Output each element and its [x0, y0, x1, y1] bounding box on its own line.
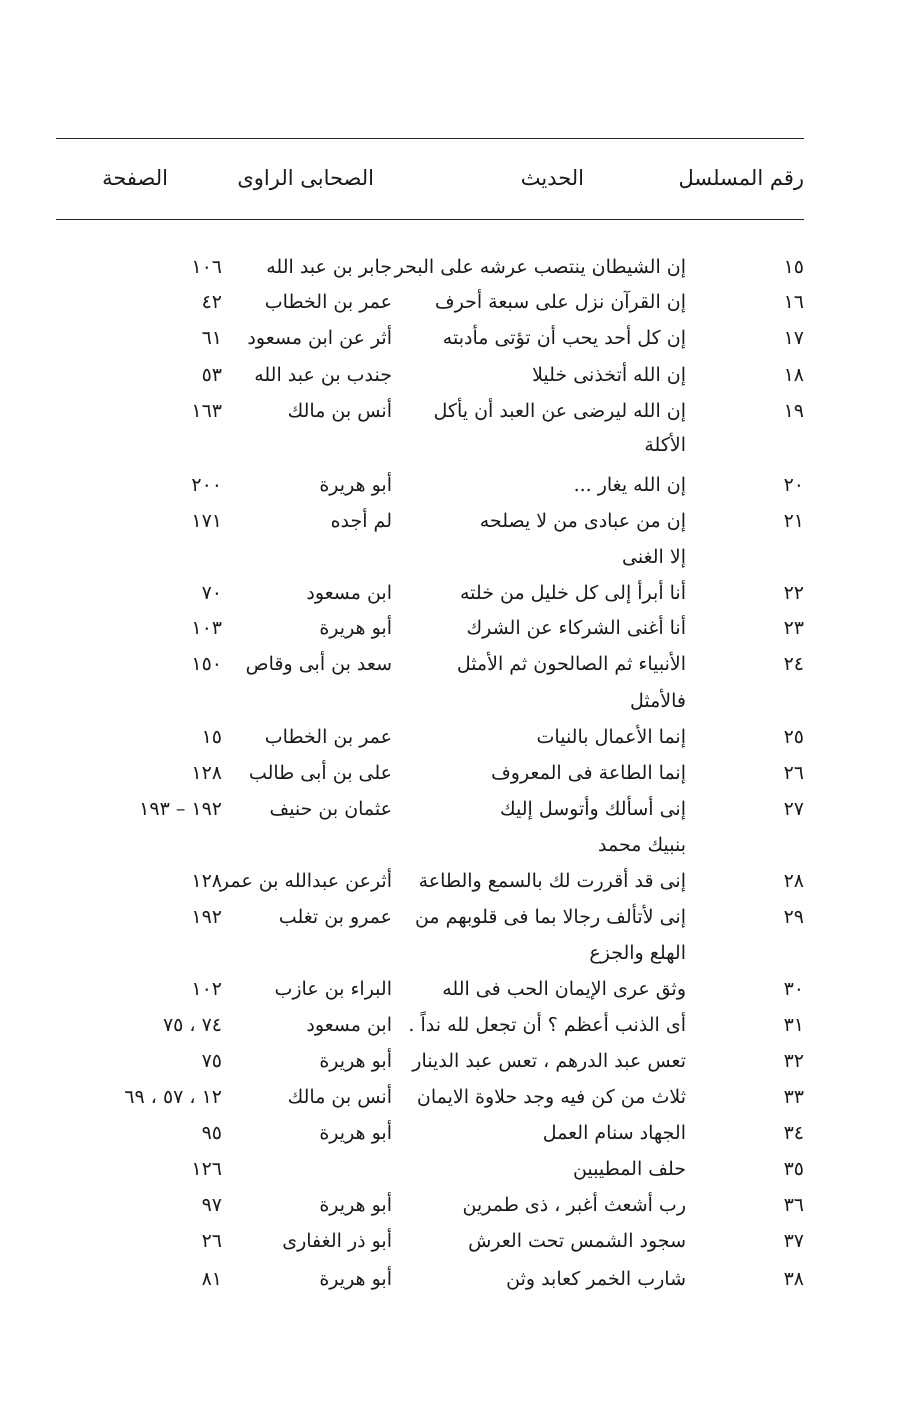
narrator: أبو هريرة — [319, 617, 392, 639]
page-ref: ١٥٠ — [191, 653, 222, 675]
serial-number: ٣٨ — [783, 1268, 804, 1290]
hadith-text: إنى أسألك وأتوسل إليك — [500, 798, 686, 820]
table-row — [0, 792, 908, 826]
page-ref: ٨١ — [201, 1268, 222, 1290]
hadith-text: أنا أغنى الشركاء عن الشرك — [466, 617, 686, 639]
table-row — [0, 900, 908, 934]
hadith-text: وثق عرى الإيمان الحب فى الله — [442, 978, 686, 1000]
narrator: لم أجده — [330, 510, 392, 532]
page-ref: ١٢ ، ٥٧ ، ٦٩ — [124, 1086, 222, 1108]
narrator: أبو هريرة — [319, 474, 392, 496]
serial-number: ٢٦ — [783, 762, 804, 784]
hadith-text: إنى لأتألف رجالا بما فى قلوبهم من — [414, 906, 686, 928]
hadith-text: إن كل أحد يحب أن تؤتى مأدبته — [442, 327, 686, 349]
serial-number: ١٧ — [783, 327, 804, 349]
header-page: الصفحة — [102, 166, 168, 190]
page-ref: ٢٦ — [201, 1230, 222, 1252]
table-row — [0, 321, 908, 355]
page-ref: ٤٢ — [201, 291, 222, 313]
serial-number: ٣٦ — [783, 1194, 804, 1216]
table-row — [0, 1116, 908, 1150]
table-row — [0, 1262, 908, 1296]
hadith-text: إنى قد أقررت لك بالسمع والطاعة — [418, 870, 686, 892]
table-row — [0, 468, 908, 502]
hadith-continuation: إلا الغنى — [622, 546, 686, 568]
page-ref: ١٢٨ — [191, 870, 222, 892]
serial-number: ٢١ — [783, 510, 804, 532]
hadith-text: إن الله يغار ... — [573, 474, 686, 496]
narrator: أنس بن مالك — [287, 1086, 392, 1108]
hadith-text: إن الله أتخذنى خليلا — [532, 364, 686, 386]
hadith-text: إن من عبادى من لا يصلحه — [479, 510, 686, 532]
page-ref: ٧٤ ، ٧٥ — [162, 1014, 222, 1036]
page-ref: ١٧١ — [191, 510, 222, 532]
table-row — [0, 1008, 908, 1042]
hadith-continuation: الأكلة — [644, 434, 686, 456]
serial-number: ١٩ — [783, 400, 804, 422]
hadith-text: إن الشيطان ينتصب عرشه على البحر — [394, 256, 686, 278]
narrator: أبو هريرة — [319, 1268, 392, 1290]
hadith-continuation: بنبيك محمد — [598, 834, 686, 856]
table-row — [0, 285, 908, 319]
serial-number: ٣١ — [783, 1014, 804, 1036]
table-row — [0, 756, 908, 790]
hadith-text: إن القرآن نزل على سبعة أحرف — [434, 291, 686, 313]
narrator: عمرو بن تغلب — [278, 906, 392, 928]
serial-number: ٣٢ — [783, 1050, 804, 1072]
narrator: أبو هريرة — [319, 1194, 392, 1216]
page-ref: ١٩٢ — [191, 906, 222, 928]
page-ref: ٥٣ — [201, 364, 222, 386]
table-row — [0, 504, 908, 538]
table-row — [0, 647, 908, 681]
narrator: أثر عن ابن مسعود — [247, 327, 392, 349]
table-row — [0, 1080, 908, 1114]
table-row — [0, 864, 908, 898]
hadith-continuation: فالأمثل — [629, 690, 686, 712]
narrator: البراء بن عازب — [274, 978, 392, 1000]
page-ref: ٦١ — [201, 327, 222, 349]
narrator: أبو ذر الغفارى — [282, 1230, 392, 1252]
page-ref: ١٩٢ – ١٩٣ — [139, 798, 222, 820]
page-ref: ١٢٦ — [191, 1158, 222, 1180]
hadith-text: إنما الطاعة فى المعروف — [491, 762, 686, 784]
hadith-text: الجهاد سنام العمل — [542, 1122, 686, 1144]
serial-number: ١٨ — [783, 364, 804, 386]
table-row — [0, 972, 908, 1006]
narrator: ابن مسعود — [306, 1014, 392, 1036]
hadith-text: أى الذنب أعظم ؟ أن تجعل لله نداً . — [408, 1014, 686, 1036]
serial-number: ٣٧ — [783, 1230, 804, 1252]
hadith-text: إنما الأعمال بالنيات — [536, 726, 686, 748]
table-row — [0, 576, 908, 610]
narrator: جندب بن عبد الله — [254, 364, 392, 386]
table-row — [0, 358, 908, 392]
page-ref: ٩٧ — [201, 1194, 222, 1216]
serial-number: ٣٥ — [783, 1158, 804, 1180]
page-ref: ٧٠ — [201, 582, 222, 604]
serial-number: ٢٨ — [783, 870, 804, 892]
hadith-text: رب أشعث أغبر ، ذى طمرين — [462, 1194, 686, 1216]
hadith-text: أنا أبرأ إلى كل خليل من خلته — [459, 582, 686, 604]
narrator: عمر بن الخطاب — [264, 291, 392, 313]
header-serial: رقم المسلسل — [678, 166, 804, 190]
page-ref: ١٦٣ — [191, 400, 222, 422]
page-ref: ١٥ — [201, 726, 222, 748]
table-row — [0, 250, 908, 284]
header-narrator: الصحابى الراوى — [237, 166, 374, 190]
table-row — [0, 611, 908, 645]
serial-number: ٢٠ — [783, 474, 804, 496]
narrator: عثمان بن حنيف — [269, 798, 392, 820]
table-row — [0, 1152, 908, 1186]
serial-number: ٢٧ — [783, 798, 804, 820]
hadith-text: سجود الشمس تحت العرش — [468, 1230, 686, 1252]
page-ref: ١٠٢ — [191, 978, 222, 1000]
table-row — [0, 1224, 908, 1258]
narrator: جابر بن عبد الله — [266, 256, 392, 278]
narrator: أنس بن مالك — [287, 400, 392, 422]
serial-number: ٢٥ — [783, 726, 804, 748]
narrator: على بن أبى طالب — [248, 762, 392, 784]
serial-number: ٢٤ — [783, 653, 804, 675]
serial-number: ٢٢ — [783, 582, 804, 604]
narrator: عمر بن الخطاب — [264, 726, 392, 748]
page-ref: ٩٥ — [201, 1122, 222, 1144]
table-row — [0, 1044, 908, 1078]
hadith-text: شارب الخمر كعابد وثن — [506, 1268, 686, 1290]
narrator: أبو هريرة — [319, 1050, 392, 1072]
table-row — [0, 394, 908, 428]
serial-number: ٣٠ — [783, 978, 804, 1000]
page-ref: ١٢٨ — [191, 762, 222, 784]
table-row — [0, 720, 908, 754]
page-ref: ٧٥ — [201, 1050, 222, 1072]
page-ref: ١٠٦ — [191, 256, 222, 278]
serial-number: ٣٤ — [783, 1122, 804, 1144]
hadith-text: إن الله ليرضى عن العبد أن يأكل — [433, 400, 686, 422]
narrator: سعد بن أبى وقاص — [245, 653, 392, 675]
hadith-text: ثلاث من كن فيه وجد حلاوة الايمان — [416, 1086, 686, 1108]
page-ref: ١٠٣ — [191, 617, 222, 639]
narrator: أثرعن عبدالله بن عمر — [219, 870, 392, 892]
narrator: أبو هريرة — [319, 1122, 392, 1144]
serial-number: ١٦ — [783, 291, 804, 313]
header-hadith: الحديث — [520, 166, 584, 190]
serial-number: ١٥ — [783, 256, 804, 278]
narrator: ابن مسعود — [306, 582, 392, 604]
table-row — [0, 1188, 908, 1222]
hadith-text: تعس عبد الدرهم ، تعس عبد الدينار — [412, 1050, 686, 1072]
hadith-text: الأنبياء ثم الصالحون ثم الأمثل — [456, 653, 686, 675]
serial-number: ٢٣ — [783, 617, 804, 639]
serial-number: ٢٩ — [783, 906, 804, 928]
hadith-continuation: الهلع والجزع — [589, 942, 686, 964]
hadith-text: حلف المطيبين — [572, 1158, 686, 1180]
serial-number: ٣٣ — [783, 1086, 804, 1108]
page-ref: ٢٠٠ — [191, 474, 222, 496]
